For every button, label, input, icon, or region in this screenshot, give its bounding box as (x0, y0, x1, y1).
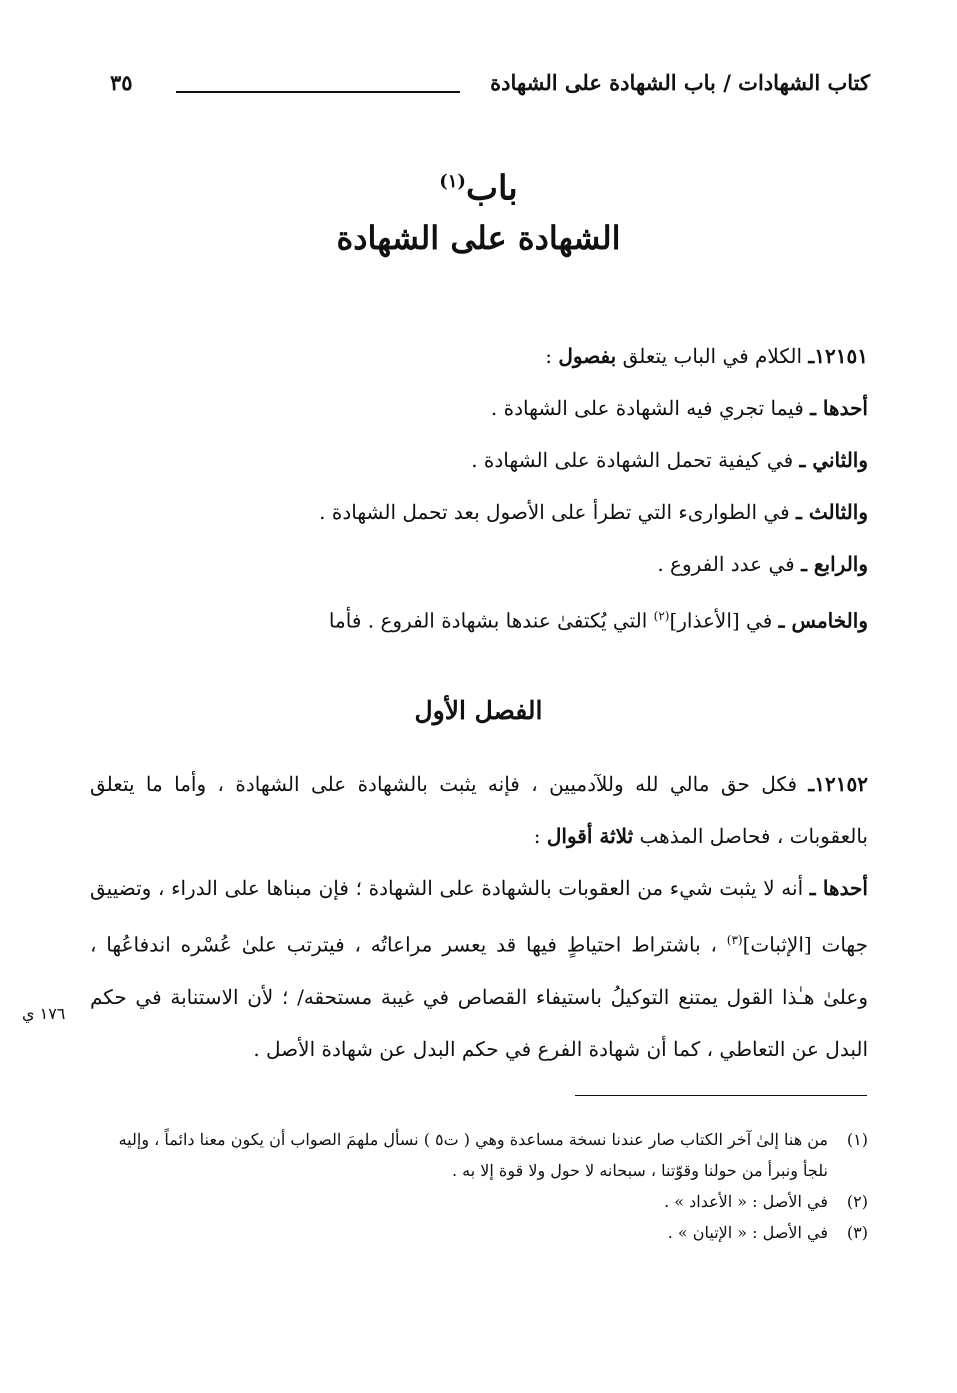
footnote (90, 1124, 868, 1186)
list-item (90, 590, 868, 647)
paragraph-12152 (90, 758, 868, 862)
footnote-ref-3: (٣) (726, 933, 743, 947)
paragraph-text-end: : (545, 344, 559, 368)
list-item-text: في عدد الفروع . (657, 552, 802, 576)
paragraph-text: فكل حق مالي لله وللآدميين ، فإنه يثبت بالشهادة على الشهادة ، وأما ما يتعلق بالعقوبات ، فحاصل المذهب (90, 772, 868, 848)
section-heading: الفصل الأول (414, 696, 543, 725)
footnote (90, 1217, 868, 1248)
intro-paragraphs (90, 330, 868, 647)
margin-manuscript-note: ١٧٦ ي (22, 1004, 66, 1023)
chapter-title: الشهادة على الشهادة (336, 219, 621, 258)
list-item-lead: والثالث ـ (796, 500, 868, 524)
paragraph-12151 (90, 330, 868, 382)
footnote-number: (٢) (846, 1192, 868, 1211)
list-item-text: في [الأعذار] (669, 608, 779, 633)
list-item-text-cont: التي يُكتفىٰ عندها بشهادة الفروع . فأما (328, 608, 654, 633)
list-item (90, 486, 868, 538)
list-item-text: فيما تجري فيه الشهادة على الشهادة . (490, 396, 811, 420)
section-paragraphs (90, 758, 868, 1075)
chapter-label-text: باب (465, 168, 518, 209)
list-item-lead: أحدها ـ (810, 396, 868, 420)
footnote-text: في الأصل : « الأعداد » . (664, 1192, 828, 1211)
list-item (90, 382, 868, 434)
header-rule (176, 91, 460, 93)
list-item-text: في كيفية تحمل الشهادة على الشهادة . (471, 448, 800, 472)
paragraph-first-view (90, 862, 868, 1075)
list-item-text: في الطوارىء التي تطرأ على الأصول بعد تحمل الشهادة . (319, 500, 796, 524)
footnote-ref-2: (٢) (653, 609, 670, 623)
paragraph-text: الكلام في الباب يتعلق (616, 344, 809, 368)
footnote-number: (٣) (846, 1223, 868, 1242)
list-item-lead: والخامس ـ (778, 608, 868, 633)
footnote-number: (١) (846, 1130, 868, 1149)
running-title: كتاب الشهادات / باب الشهادة على الشهادة (490, 70, 870, 95)
paragraph-text-cont: ، باشتراط احتياطٍ فيها قد يعسر مراعاتُه ، فيترتب علىٰ عُسْره اندفاعُها ، وعلىٰ هـٰذا القول يمتنع التوكيلُ باستيفاء القصاص في غيبة مستحقه/ ؛ لأن الاستنابة في حكم البدل عن التعاطي ، كما أن شهادة الفرع في حكم البدل عن شهادة الأصل . (90, 932, 868, 1061)
list-item-lead: والرابع ـ (801, 552, 868, 576)
footnote-text: من هنا إلىٰ آخر الكتاب صار عندنا نسخة مساعدة وهي ( ت٥ ) نسأل ملهمَ الصواب أن يكون معنا دائماً ، وإليه نلجأ ونبرأ من حولنا وقوّتنا ، سبحانه لا حول ولا قوة إلا به . (118, 1130, 828, 1180)
chapter-heading (0, 158, 957, 264)
paragraph-bold-text: بفصول (558, 344, 617, 368)
paragraph-number: ١٢١٥٢ـ (808, 772, 868, 796)
paragraph-bold-text: ثلاثة أقوال (546, 824, 634, 848)
chapter-label (0, 158, 957, 212)
paragraph-number: ١٢١٥١ـ (808, 344, 868, 368)
paragraph-lead: أحدها ـ (809, 876, 868, 900)
paragraph-text-end: : (533, 824, 547, 848)
footnote (90, 1186, 868, 1217)
footnotes (90, 1124, 868, 1248)
list-item (90, 538, 868, 590)
footnote-ref-1: (١) (439, 171, 466, 192)
list-item-lead: والثاني ـ (799, 448, 868, 472)
running-header (110, 70, 870, 106)
paragraph-text: أنه لا يثبت شيء من العقوبات بالشهادة على الشهادة ؛ فإن مبناها على الدراء ، وتضييق جهات [الإثبات] (90, 876, 869, 957)
page-number: ٣٥ (110, 70, 133, 95)
list-item (90, 434, 868, 486)
footnote-text: في الأصل : « الإتيان » . (667, 1223, 828, 1242)
footnote-rule (575, 1095, 867, 1096)
